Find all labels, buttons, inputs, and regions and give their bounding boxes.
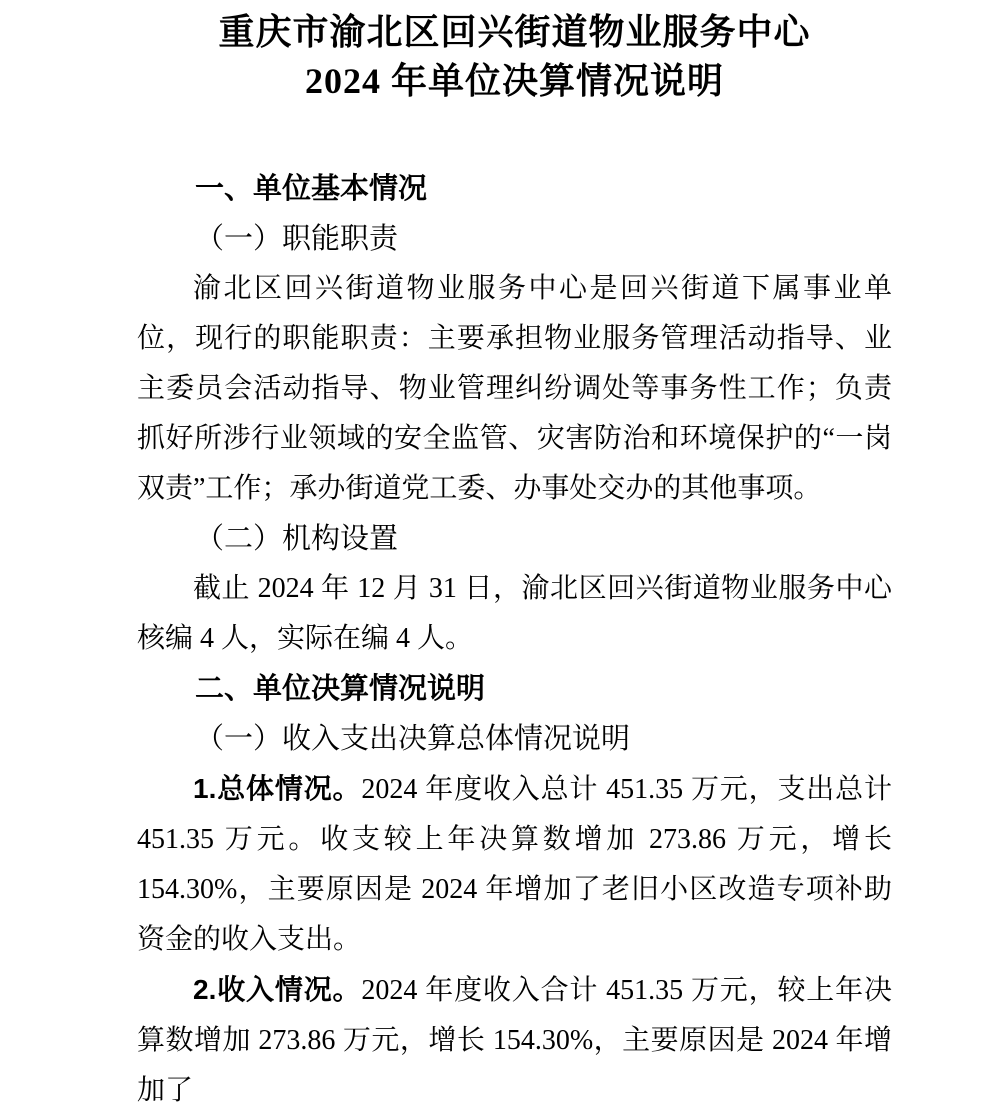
paragraph: 2.收入情况。2024 年度收入合计 451.35 万元，较上年决算数增加 273.86 万元，增长 154.30%，主要原因是 2024 年增加了	[137, 974, 892, 1106]
document-title	[137, 8, 892, 106]
document-title-line1: 重庆市渝北区回兴街道物业服务中心	[218, 12, 811, 52]
paragraph: 截止 2024 年 12 月 31 日，渝北区回兴街道物业服务中心核编 4 人，实际在编 4 人。	[137, 573, 892, 654]
subsection-heading: （二）机构设置	[195, 523, 399, 555]
paragraph-lead: 2.收入情况。	[193, 974, 362, 1005]
paragraph: 1.总体情况。2024 年度收入总计 451.35 万元，支出总计 451.35 万元。收支较上年决算数增加 273.86 万元，增长 154.30%，主要原因是 2024 年增加了老旧小区改造专项补助资金的收入支出。	[137, 773, 892, 955]
paragraph: 渝北区回兴街道物业服务中心是回兴街道下属事业单位，现行的职能职责：主要承担物业服务管理活动指导、业主委员会活动指导、物业管理纠纷调处等事务性工作；负责抓好所涉行业领域的安全监管、灾害防治和环境保护的“一岗双责”工作；承办街道党工委、办事处交办的其他事项。	[137, 273, 892, 504]
subsection-heading: （一）职能职责	[195, 223, 399, 255]
paragraph-lead: 1.总体情况。	[193, 773, 362, 804]
section-heading: 一、单位基本情况	[195, 173, 428, 205]
subsection-heading: （一）收入支出决算总体情况说明	[195, 723, 631, 755]
document-title-line2: 2024 年单位决算情况说明	[304, 61, 724, 101]
document-body	[137, 164, 892, 1116]
section-heading: 二、单位决算情况说明	[195, 673, 486, 705]
